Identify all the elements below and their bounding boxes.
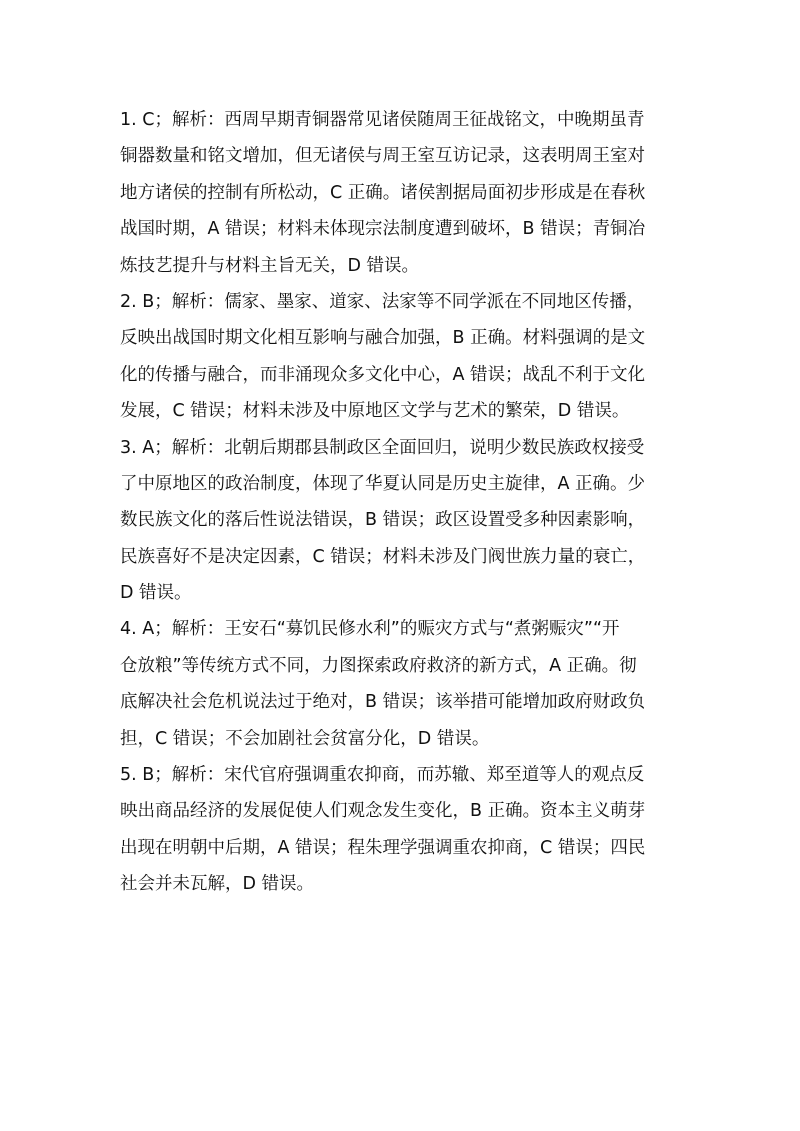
- answer-item-5: [120, 757, 690, 903]
- answer-line: 担，C 错误；不会加剧社会贫富分化，D 错误。: [120, 728, 490, 749]
- answer-line: 1. C；解析：西周早期青铜器常见诸侯随周王征战铭文，中晚期虽青: [120, 110, 645, 130]
- answer-line: 5. B；解析：宋代官府强调重农抑商，而苏辙、郑至道等人的观点反: [120, 765, 645, 786]
- answer-line: 底解决社会危机说法过于绝对，B 错误；该举措可能增加政府财政负: [120, 692, 646, 713]
- answer-line: 战国时期，A 错误；材料未体现宗法制度遭到破坏，B 错误；青铜冶: [120, 219, 646, 240]
- answer-line: 铜器数量和铭文增加，但无诸侯与周王室互访记录，这表明周王室对: [120, 146, 645, 167]
- answer-line: D 错误。: [120, 583, 192, 604]
- answer-line: 了中原地区的政治制度，体现了华夏认同是历史主旋律，A 正确。少: [120, 473, 646, 494]
- answer-line: 3. A；解析：北朝后期郡县制政区全面回归，说明少数民族政权接受: [120, 437, 645, 458]
- answer-line: 数民族文化的落后性说法错误，B 错误；政区设置受多种因素影响，: [120, 510, 646, 531]
- answer-line: 社会并未瓦解，D 错误。: [120, 874, 315, 895]
- answer-line: 民族喜好不是决定因素，C 错误；材料未涉及门阀世族力量的衰亡，: [120, 546, 646, 567]
- answer-item-4: [120, 611, 690, 757]
- answer-line: 出现在明朝中后期，A 错误；程朱理学强调重农抑商，C 错误；四民: [120, 837, 646, 858]
- answer-line: 反映出战国时期文化相互影响与融合加强，B 正确。材料强调的是文: [120, 328, 646, 349]
- answer-line: 化的传播与融合，而非涌现众多文化中心，A 错误；战乱不利于文化: [120, 364, 646, 385]
- answer-line: 2. B；解析：儒家、墨家、道家、法家等不同学派在不同地区传播，: [120, 291, 645, 312]
- answer-line: 映出商品经济的发展促使人们观念发生变化，B 正确。资本主义萌芽: [120, 801, 646, 822]
- answer-list: [120, 102, 690, 903]
- answer-item-1: [120, 102, 690, 284]
- answer-item-2: [120, 284, 690, 430]
- answer-line: 地方诸侯的控制有所松动，C 正确。诸侯割据局面初步形成是在春秋: [120, 182, 646, 203]
- answer-line: 仓放粮”等传统方式不同，力图探索政府救济的新方式，A 正确。彻: [120, 655, 637, 676]
- answer-line: 4. A；解析：王安石“募饥民修水利”的赈灾方式与“煮粥赈灾”“开: [120, 619, 620, 640]
- answer-line: 发展，C 错误；材料未涉及中原地区文学与艺术的繁荣，D 错误。: [120, 401, 630, 422]
- answer-item-3: [120, 430, 690, 612]
- answer-line: 炼技艺提升与材料主旨无关，D 错误。: [120, 255, 420, 276]
